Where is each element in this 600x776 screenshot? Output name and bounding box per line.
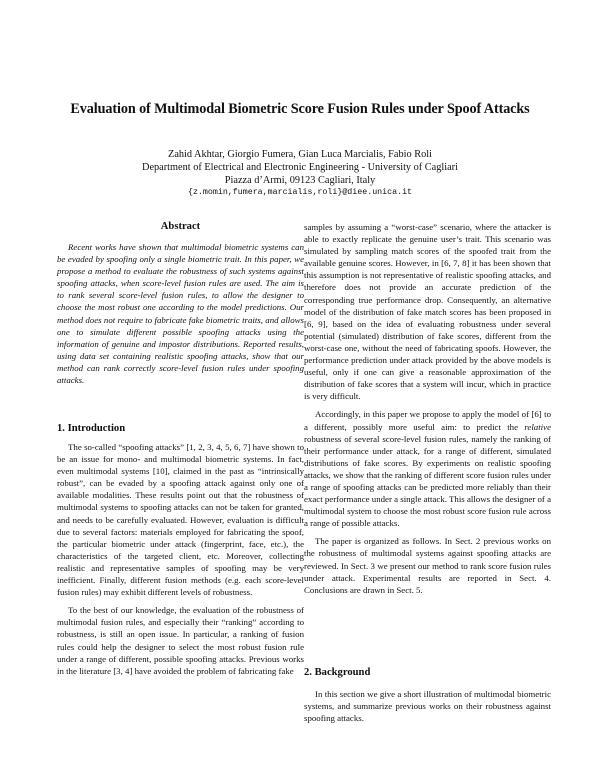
- intro-paragraph-4-end: robustness of several score-level fusion rules, namely the ranking of their performance under attack, for a range of different, simulated distributions of fake scores. By experiments on realistic spoofing attacks, we show that the ranking of different score fusion rules under a range of spoofing attacks can be predicted more reliably than their exact performance under a single attack. This allows the designer of a multimodal system to choose the most robust score fusion rule across a range of possible attacks.: [304, 433, 551, 529]
- author-affiliation: Department of Electrical and Electronic Engineering - University of Cagliari: [142, 162, 458, 173]
- introduction-left-column: [57, 441, 304, 677]
- intro-paragraph-2: To the best of our knowledge, the evaluation of the robustness of multimodal fusion rules, and especially their “ranking” according to robustness, is still an open issue. In particular, a ranking of fusion rules could help the designer to select the most robust fusion rule under a range of different, possible spoofing attacks. Previous works in the literature [3, 4] have avoided the problem of fabricating fake: [57, 605, 304, 676]
- intro-paragraph-1: The so-called “spoofing attacks” [1, 2, 3, 4, 5, 6, 7] have shown to be an issue for mono- and multimodal biometric systems. In fact, even multimodal systems [10], claimed in the past as “intrinsically robust”, can be evaded by a spoofing attack against only one of available modalities. These results point out that the robustness of multimodal systems to spoofing attacks can not be taken for granted, and needs to be carefully evaluated. However, evaluation is difficult due to several factors: materials employed for fabricating the spoof, the particular biometric under attack (fingerprint, face, etc.), the characteristics of the targeted client, etc. Moreover, collecting realistic and representative samples of spoofing may be very inefficient. Finally, different fusion methods (e.g. each score-level fusion rules) may exhibit different levels of robustness.: [57, 442, 304, 598]
- author-email: {z.momin,fumera,marcialis,roli}@diee.unica.it: [187, 188, 413, 197]
- intro-paragraph-3: samples by assuming a “worst-case” scenario, where the attacker is able to exactly replicate the genuine user’s trait. This scenario was simulated by sampling match scores of the spoofed trait from the available genuine scores. However, in [6, 7, 8] it has been shown that this assumption is not representative of realistic spoofing attacks, and therefore does not provide an accurate prediction of the corresponding true performance drop. Consequently, an alternative model of the distribution of fake match scores has been proposed in [6, 9], based on the idea of evaluating robustness under several potential (simulated) distribution of fake scores, different from the worst-case one, without the need of fabricating spoofs. However, the performance prediction under attack provided by the above models is useful, only if one can give a reasonable approximation of the distribution of fake scores that a system will incur, which in practice is very difficult.: [304, 222, 551, 402]
- intro-paragraph-4-start: Accordingly, in this paper we propose to apply the model of [6] to a different, possibly more useful aim: to predict the: [304, 409, 551, 432]
- author-address: Piazza d’Armi, 09123 Cagliari, Italy: [224, 175, 376, 186]
- paper-authors: Zahid Akhtar, Giorgio Fumera, Gian Luca Marcialis, Fabio Roli: [168, 149, 432, 160]
- relative-emphasis: relative: [524, 421, 551, 432]
- introduction-right-column: [304, 221, 551, 596]
- intro-paragraph-5: The paper is organized as follows. In Sect. 2 previous works on the robustness of multimodal systems against spoofing attacks are reviewed. In Sect. 3 we present our method to rank score fusion rules under attack. Experimental results are reported in Sect. 4. Conclusions are drawn in Sect. 5.: [304, 536, 551, 595]
- intro-paragraph-4: [304, 408, 551, 529]
- paper-title: Evaluation of Multimodal Biometric Score Fusion Rules under Spoof Attacks: [70, 101, 530, 117]
- background-column: [304, 688, 551, 724]
- background-paragraph-1: In this section we give a short illustration of multimodal biometric systems, and summarize previous works on their robustness against spoofing attacks.: [304, 689, 551, 724]
- section-heading-background: 2. Background: [304, 667, 371, 678]
- section-heading-introduction: 1. Introduction: [57, 423, 126, 434]
- abstract-text: Recent works have shown that multimodal biometric systems can be evaded by spoofing only a single biometric trait. In this paper, we propose a method to evaluate the robustness of such systems against spoofing attacks, when score-level fusion rules are used. The aim is to rank several score-level fusion rules, to allow the designer to choose the most robust one according to the model predictions. Our method does not require to fabricate fake biometric traits, and allows one to simulate different possible spoofing attacks using the information of genuine and impostor distributions. Reported results, using data set containing realistic spoofing attacks, show that our method can rank correctly score-level fusion rules under spoofing attacks.: [57, 242, 304, 386]
- abstract-heading: Abstract: [160, 221, 201, 232]
